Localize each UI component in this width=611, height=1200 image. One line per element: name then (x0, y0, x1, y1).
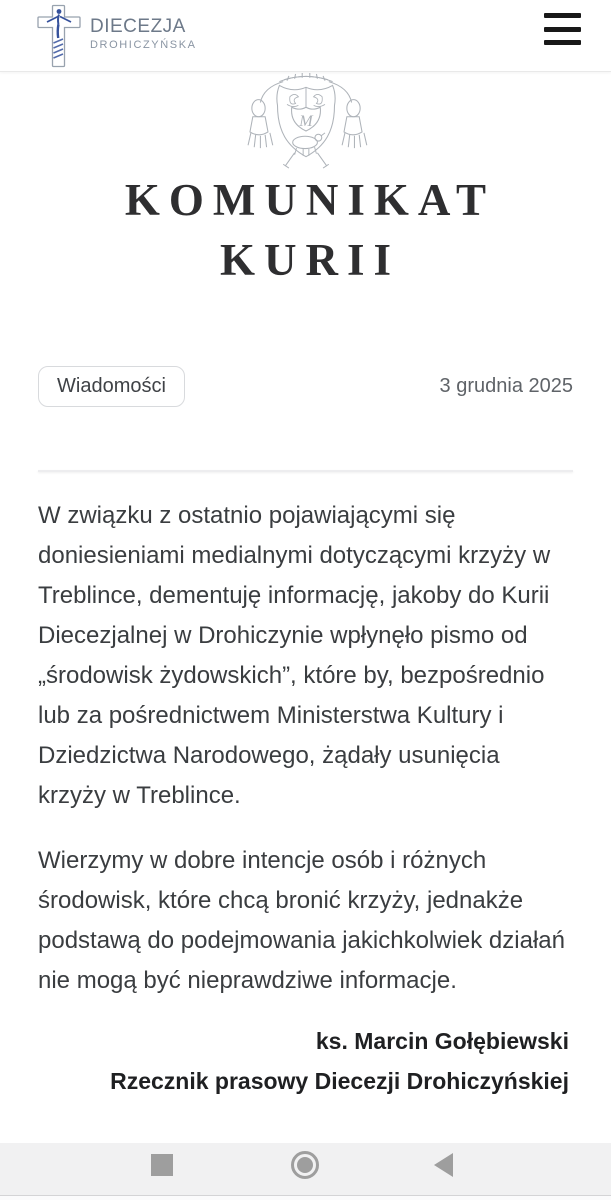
logo-text-line1: DIECEZJA (90, 16, 186, 37)
android-navigation-bar (0, 1143, 611, 1200)
episcopal-coat-of-arms (230, 73, 382, 170)
signature-title: Rzecznik prasowy Diecezji Drohiczyńskiej (110, 1068, 569, 1094)
article-title-line2: KURII (219, 235, 401, 285)
article-paragraph-2: Wierzymy w dobre intencje osób i różnych środowisk, które chcą bronić krzyży, jednakże podstawą do podejmowania jakichkolwiek działań nie mogą być nieprawdziwe informacje. (38, 847, 565, 994)
diocese-cross-icon (36, 3, 82, 74)
article-date: 3 grudnia 2025 (439, 375, 573, 397)
back-triangle-icon[interactable] (434, 1153, 453, 1177)
article-signature (38, 1021, 569, 1101)
article-body (0, 496, 611, 1101)
article-paragraph-1: W związku z ostatnio pojawiającymi się doniesieniami medialnymi dotyczącymi krzyży w Treblince, dementuję informację, jakoby do Kurii Diecezjalnej w Drohiczynie wpłynęło pismo od „środowisk żydowskich”, które by, bezpośrednio lub za pośrednictwem Ministerstwa Kultury i Dziedzictwa Narodowego, żądały usunięcia krzyży w Treblince. (38, 502, 551, 809)
category-badge[interactable]: Wiadomości (38, 366, 185, 407)
crest-monogram: M (298, 113, 313, 131)
logo-text (90, 17, 197, 51)
hamburger-menu-icon[interactable] (544, 13, 581, 45)
recents-square-icon[interactable] (151, 1154, 173, 1176)
divider (38, 470, 573, 472)
article-title-line1: KOMUNIKAT (124, 175, 496, 225)
logo-text-line2: DROHICZYŃSKA (90, 39, 197, 51)
site-header (0, 0, 611, 72)
coat-of-arms-image (0, 72, 611, 170)
home-circle-icon[interactable] (291, 1151, 319, 1179)
site-logo[interactable] (36, 3, 197, 74)
signature-name: ks. Marcin Gołębiewski (315, 1028, 569, 1054)
article-meta (0, 366, 611, 407)
article-title (0, 170, 611, 290)
